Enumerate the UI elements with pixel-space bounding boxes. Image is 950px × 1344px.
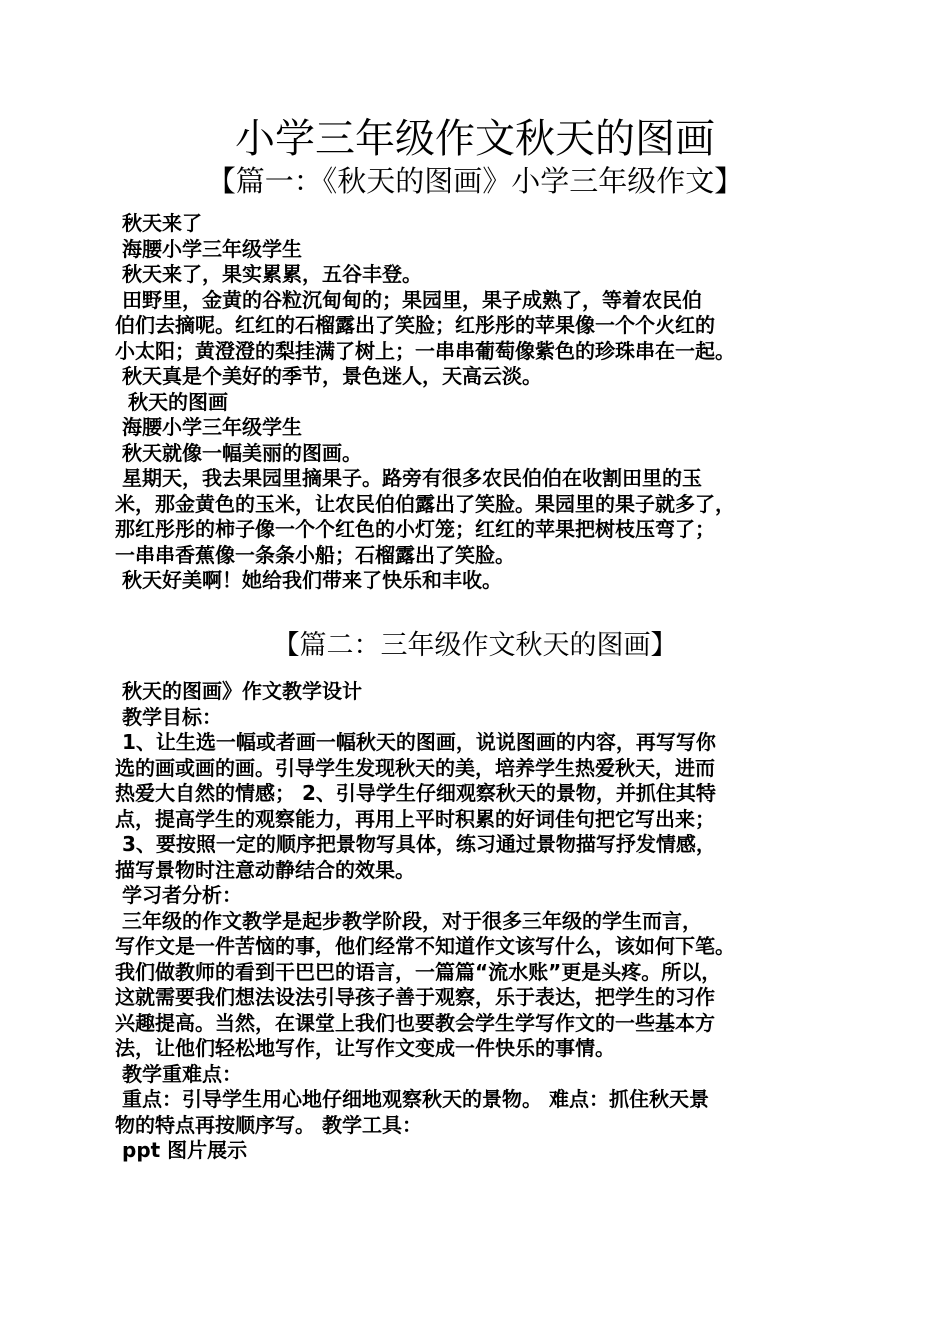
paragraph-line: 田野里，金黄的谷粒沉甸甸的；果园里，果子成熟了，等着农民伯 (122, 287, 702, 312)
paragraph-line: 热爱大自然的情感； 2、引导学生仔细观察秋天的景物，并抓住其特 (115, 781, 716, 805)
paragraph-line: ppt 图片展示 (122, 1138, 248, 1162)
paragraph-line: 秋天真是个美好的季节，景色迷人，天高云淡。 (122, 364, 542, 388)
essay1-title: 秋天来了 (122, 211, 202, 235)
section2-body (115, 679, 850, 1164)
paragraph-line: 伯们去摘呢。红红的石榴露出了笑脸；红彤彤的苹果像一个个火红的 (115, 313, 715, 337)
paragraph-line: 1、让生选一幅或者画一幅秋天的图画，说说图画的内容，再写写你 (122, 730, 716, 754)
paragraph-line: 选的画或画的画。引导学生发现秋天的美，培养学生热爱秋天，进而 (115, 755, 715, 780)
document-title: 小学三年级作文秋天的图画 (235, 116, 715, 162)
subheading: 教学重难点： (122, 1061, 242, 1086)
paragraph-line: 秋天就像一幅美丽的图画。 (122, 440, 362, 465)
section1-body (115, 211, 850, 594)
essay2-title: 秋天的图画 (128, 389, 228, 414)
paragraph-line: 小太阳；黄澄澄的梨挂满了树上；一串串葡萄像紫色的珍珠串在一起。 (115, 338, 735, 363)
paragraph-line: 3、要按照一定的顺序把景物写具体，练习通过景物描写抒发情感， (122, 832, 716, 856)
essay2-author: 海腰小学三年级学生 (122, 415, 302, 439)
paragraph-line: 物的特点再按顺序写。 教学工具： (115, 1112, 422, 1137)
subheading: 学习者分析： (122, 883, 242, 907)
paragraph-line: 星期天，我去果园里摘果子。路旁有很多农民伯伯在收割田里的玉 (122, 466, 702, 490)
paragraph-line: 写作文是一件苦恼的事，他们经常不知道作文该写什么，该如何下笔。 (115, 934, 735, 958)
paragraph-line: 重点：引导学生用心地仔细地观察秋天的景物。 难点：抓住秋天景 (122, 1087, 709, 1111)
paragraph-line: 三年级的作文教学是起步教学阶段，对于很多三年级的学生而言， (122, 908, 702, 933)
paragraph-line: 这就需要我们想法设法引导孩子善于观察，乐于表达，把学生的习作 (115, 985, 715, 1009)
lesson-plan-title: 秋天的图画》作文教学设计 (122, 679, 362, 703)
section2-heading: 【篇二：三年级作文秋天的图画】 (272, 630, 678, 661)
subheading: 教学目标： (122, 704, 222, 729)
paragraph-line: 描写景物时注意动静结合的效果。 (115, 857, 415, 882)
paragraph-line: 秋天好美啊！她给我们带来了快乐和丰收。 (122, 568, 502, 592)
paragraph-line: 米，那金黄色的玉米，让农民伯伯露出了笑脸。果园里的果子就多了， (115, 491, 735, 516)
paragraph-line: 法，让他们轻松地写作，让写作文变成一件快乐的事情。 (115, 1036, 615, 1060)
paragraph-line: 那红彤彤的柿子像一个个红色的小灯笼；红红的苹果把树枝压弯了； (115, 517, 715, 541)
section1-heading: 【篇一：《秋天的图画》小学三年级作文】 (206, 164, 744, 198)
paragraph-line: 秋天来了，果实累累，五谷丰登。 (122, 262, 422, 286)
paragraph-line: 点，提高学生的观察能力，再用上平时积累的好词佳句把它写出来； (115, 806, 715, 831)
paragraph-line: 兴趣提高。当然，在课堂上我们也要教会学生学写作文的一些基本方 (115, 1010, 715, 1035)
paragraph-line: 我们做教师的看到干巴巴的语言，一篇篇“流水账”更是头疼。所以， (115, 959, 722, 984)
paragraph-line: 一串串香蕉像一条条小船；石榴露出了笑脸。 (115, 542, 515, 567)
essay1-author: 海腰小学三年级学生 (122, 236, 302, 261)
